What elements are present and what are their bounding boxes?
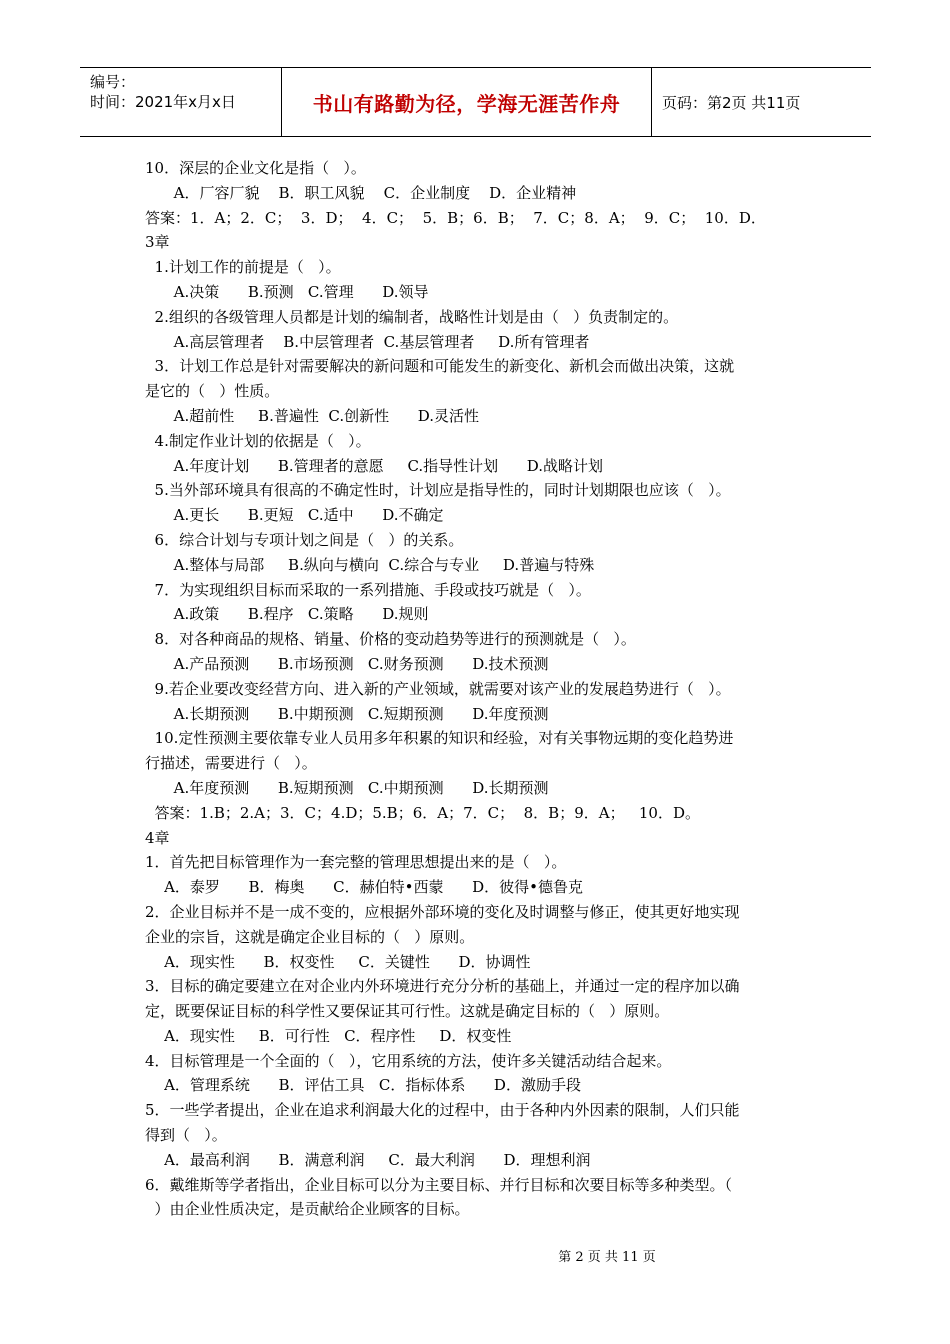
text-line: 1．首先把目标管理作为一套完整的管理思想提出来的是（ ）。 <box>145 853 567 872</box>
text-line: 行描述，需要进行（ ）。 <box>145 754 317 773</box>
text-line: 4章 <box>145 828 170 847</box>
text-line: 4．目标管理是一个全面的（ ），它用系统的方法，使许多关键活动结合起来。 <box>145 1051 672 1070</box>
text-line: 答案：1．A；2．C； 3．D； 4．C； 5．B；6．B； 7．C；8．A； 9．C； 10．D． <box>145 208 766 227</box>
header-page-label: 页码：第2页 共11页 <box>662 93 801 112</box>
text-line: 3．目标的确定要建立在对企业内外环境进行充分分析的基础上，并通过一定的程序加以确 <box>145 977 740 996</box>
text-line: 4.制定作业计划的依据是（ ）。 <box>145 431 371 450</box>
text-line: A．泰罗 B．梅奥 C．赫伯特•西蒙 D．彼得•德鲁克 <box>145 878 583 897</box>
text-line: 1.计划工作的前提是（ ）。 <box>145 258 341 277</box>
footer-page-number: 第 2 页 共 11 页 <box>558 1250 656 1265</box>
text-line: 得到（ ）。 <box>145 1126 227 1145</box>
text-line: A.超前性 B.普遍性 C.创新性 D.灵活性 <box>145 406 479 425</box>
text-line: 6．戴维斯等学者指出，企业目标可以分为主要目标、并行目标和次要目标等多种类型。（ <box>145 1175 733 1194</box>
text-line: A．厂容厂貌 B．职工风貌 C．企业制度 D．企业精神 <box>145 183 577 202</box>
text-line: A.年度计划 B.管理者的意愿 C.指导性计划 D.战略计划 <box>145 456 604 475</box>
text-line: 7．为实现组织目标而采取的一系列措施、手段或技巧就是（ ）。 <box>145 580 591 599</box>
text-line: 2．企业目标并不是一成不变的，应根据外部环境的变化及时调整与修正，使其更好地实现 <box>145 902 740 921</box>
text-line: A.年度预测 B.短期预测 C.中期预测 D.长期预测 <box>145 778 549 797</box>
header-motto: 书山有路勤为径，学海无涯苦作舟 <box>312 91 621 116</box>
text-line: 3章 <box>145 233 170 252</box>
text-line: A.决策 B.预测 C.管理 D.领导 <box>145 282 429 301</box>
text-line: A．现实性 B．权变性 C．关键性 D．协调性 <box>145 952 531 971</box>
text-line: 企业的宗旨，这就是确定企业目标的（ ）原则。 <box>145 927 475 946</box>
text-line: 定，既要保证目标的科学性又要保证其可行性。这就是确定目标的（ ）原则。 <box>145 1002 670 1021</box>
header-code-label: 编号： <box>90 73 136 91</box>
text-line: A．管理系统 B．评估工具 C．指标体系 D．激励手段 <box>145 1076 581 1095</box>
text-line: 3．计划工作总是针对需要解决的新问题和可能发生的新变化、新机会而做出决策，这就 <box>145 357 735 376</box>
header-date-label: 时间：2021年x月x日 <box>90 93 236 111</box>
text-line: A.整体与局部 B.纵向与横向 C.综合与专业 D.普遍与特殊 <box>145 555 595 574</box>
text-line: 5．一些学者提出，企业在追求利润最大化的过程中，由于各种内外因素的限制，人们只能 <box>145 1101 740 1120</box>
header-info-cell <box>80 68 282 136</box>
text-line: 10．深层的企业文化是指（ ）。 <box>145 159 366 177</box>
text-line: 9.若企业要改变经营方向、进入新的产业领域，就需要对该产业的发展趋势进行（ ）。 <box>145 679 731 698</box>
text-line: 8．对各种商品的规格、销量、价格的变动趋势等进行的预测就是（ ）。 <box>145 630 636 649</box>
header-motto-cell <box>282 68 652 136</box>
document-body <box>145 156 815 1222</box>
page-footer <box>0 1246 950 1265</box>
text-line: A.产品预测 B.市场预测 C.财务预测 D.技术预测 <box>145 654 549 673</box>
text-line: A.高层管理者 B.中层管理者 C.基层管理者 D.所有管理者 <box>145 332 590 351</box>
text-line: 5.当外部环境具有很高的不确定性时，计划应是指导性的，同时计划期限也应该（ ）。 <box>145 481 731 500</box>
text-line: 是它的（ ）性质。 <box>145 382 280 401</box>
text-line: 10.定性预测主要依靠专业人员用多年积累的知识和经验，对有关事物远期的变化趋势进 <box>145 729 734 748</box>
text-line: A.政策 B.程序 C.策略 D.规则 <box>145 605 429 624</box>
header-page-cell <box>652 68 871 136</box>
text-line: A．现实性 B．可行性 C．程序性 D．权变性 <box>145 1026 512 1045</box>
text-line: A．最高利润 B．满意利润 C．最大利润 D．理想利润 <box>145 1150 591 1169</box>
text-line: 答案：1.B；2.A；3．C；4.D；5.B；6．A；7．C； 8．B；9．A； 10．D。 <box>145 803 701 822</box>
text-line: ）由企业性质决定，是贡献给企业顾客的目标。 <box>145 1200 470 1219</box>
page-header <box>80 67 871 137</box>
text-line: 6．综合计划与专项计划之间是（ ）的关系。 <box>145 530 464 549</box>
text-line: A.长期预测 B.中期预测 C.短期预测 D.年度预测 <box>145 704 549 723</box>
text-line: 2.组织的各级管理人员都是计划的编制者，战略性计划是由（ ）负责制定的。 <box>145 307 679 326</box>
text-line: A.更长 B.更短 C.适中 D.不确定 <box>145 506 444 525</box>
